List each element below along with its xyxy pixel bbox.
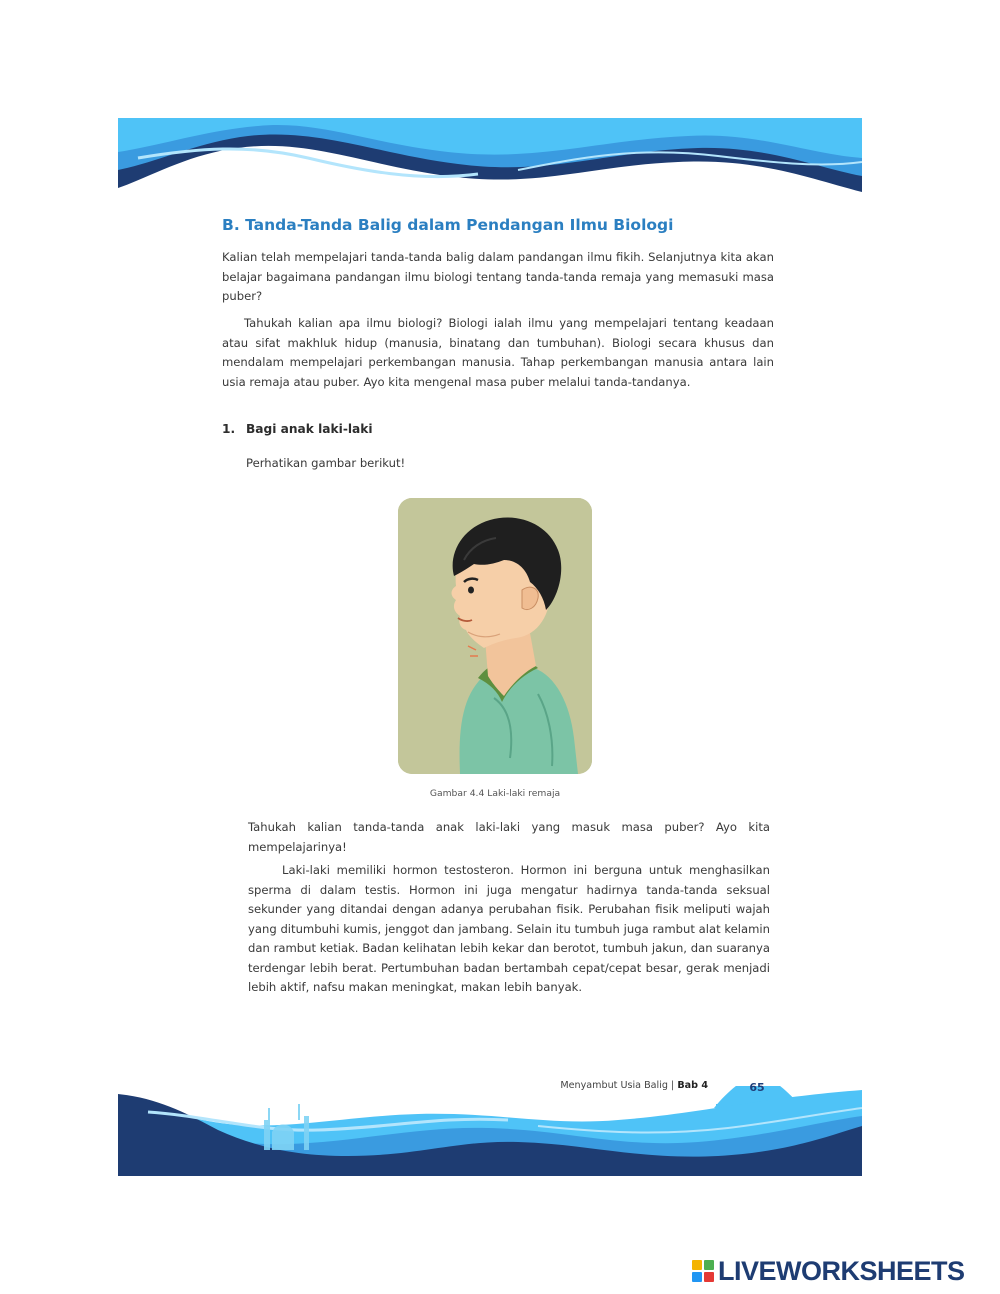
subsection-heading	[222, 422, 373, 436]
biology-paragraph: Tahukah kalian apa ilmu biologi? Biologi ialah ilmu yang mempelajari tentang keadaan atau sifat makhluk hidup (manusia, binatang dan tumbuhan). Biologi secara khusus dan mendalam mempelajari perkembangan manusia. Tahap perkembangan manusia antara lain usia remaja atau puber. Ayo kita mengenal masa puber melalui tanda-tandanya.	[222, 316, 774, 389]
logo-grid-icon	[692, 1260, 714, 1282]
bottom-wave-decoration	[118, 1086, 862, 1176]
subsection-title: Bagi anak laki-laki	[246, 422, 373, 436]
top-wave-decoration	[118, 118, 862, 194]
hormone-paragraph: Laki-laki memiliki hormon testosteron. Hormon ini berguna untuk menghasilkan sperma di dalam testis. Hormon ini juga mengatur hadirnya tanda-tanda seksual sekunder yang ditandai dengan adanya perubahan fisik. Perubahan fisik meliputi wajah yang ditumbuhi kumis, jenggot dan jambang. Selain itu tumbuh juga rambut alat kelamin dan rambut ketiak. Badan kelihatan lebih kekar dan berotot, tumbuh jakun, dan suaranya terdengar lebih berat. Pertumbuhan badan bertambah cepat/cepat besar, gerak menjadi lebih aktif, nafsu makan meningkat, makan lebih banyak.	[248, 863, 770, 994]
subsection-number: 1.	[222, 422, 236, 436]
footer-book-title	[498, 1080, 708, 1091]
logo-text: LIVEWORKSHEETS	[718, 1255, 965, 1286]
book-page	[118, 118, 862, 1176]
footer-chapter: Bab 4	[677, 1080, 708, 1091]
section-title: B. Tanda-Tanda Balig dalam Pendangan Ilmu Biologi	[222, 216, 674, 234]
page-number: 65	[749, 1081, 765, 1094]
liveworksheets-logo	[692, 1256, 965, 1286]
figure-caption: Gambar 4.4 Laki-laki remaja	[429, 788, 561, 799]
instruction-paragraph: Perhatikan gambar berikut!	[246, 456, 406, 470]
figure-illustration	[398, 498, 592, 774]
footer-book-title-text: Menyambut Usia Balig |	[560, 1080, 678, 1091]
intro-paragraph: Kalian telah mempelajari tanda-tanda balig dalam pandangan ilmu fikih. Selanjutnya kita akan belajar bagaimana pandangan ilmu biologi tentang tanda-tanda remaja yang memasuki masa puber?	[222, 250, 774, 303]
question-paragraph: Tahukah kalian tanda-tanda anak laki-laki yang masuk masa puber? Ayo kita mempelajarinya!	[248, 820, 770, 854]
teen-boy-illustration	[398, 498, 592, 774]
